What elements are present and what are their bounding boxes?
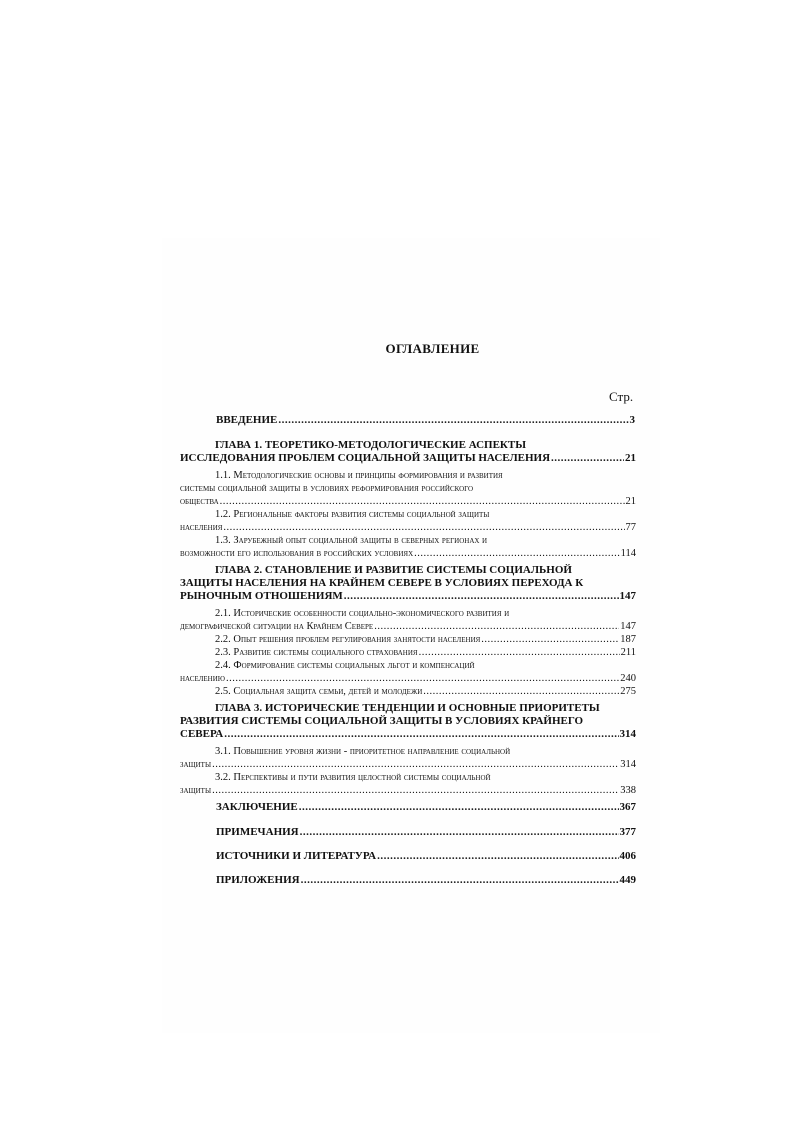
toc-entry-chapter-3: ГЛАВА 3. ИСТОРИЧЕСКИЕ ТЕНДЕНЦИИ И ОСНОВНЫЕ ПРИОРИТЕТЫ РАЗВИТИЯ СИСТЕМЫ СОЦИАЛЬНОЙ ЗАЩИТЫ В УСЛОВИЯХ КРАЙНЕГО СЕВЕРА ..... 314 <box>180 702 636 741</box>
toc-entry-sources: ИСТОЧНИКИ И ЛИТЕРАТУРА ..... 406 <box>216 850 636 863</box>
toc-entry-appendices: ПРИЛОЖЕНИЯ ..... 449 <box>216 874 636 887</box>
toc-entry-2-3: 2.3. Развитие системы социального страхования ..... 211 <box>215 646 636 659</box>
toc-entry-notes: ПРИМЕЧАНИЯ ..... 377 <box>216 826 636 839</box>
toc-entry-1-1: 1.1. Методологические основы и принципы формирования и развития системы социальной защиты в условиях реформирования российского общества ..... 21 <box>180 469 636 508</box>
toc-entry-2-2: 2.2. Опыт решения проблем регулирования занятости населения ..... 187 <box>215 633 636 646</box>
toc-entry-introduction: ВВЕДЕНИЕ ..... 3 <box>216 414 635 427</box>
toc-entry-2-4: 2.4. Формирование системы социальных льгот и компенсаций населению ..... 240 <box>180 659 636 685</box>
toc-entry-chapter-2: ГЛАВА 2. СТАНОВЛЕНИЕ И РАЗВИТИЕ СИСТЕМЫ СОЦИАЛЬНОЙ ЗАЩИТЫ НАСЕЛЕНИЯ НА КРАЙНЕМ СЕВЕРЕ В УСЛОВИЯХ ПЕРЕХОДА К РЫНОЧНЫМ ОТНОШЕНИЯМ ..... 147 <box>180 564 636 603</box>
toc-entry-conclusion: ЗАКЛЮЧЕНИЕ ..... 367 <box>216 801 636 814</box>
toc-entry-1-2: 1.2. Региональные факторы развития системы социальной защиты населения ..... 77 <box>180 508 636 534</box>
toc-entry-3-2: 3.2. Перспективы и пути развития целостной системы социальной защиты ..... 338 <box>180 771 636 797</box>
page-column-label: Стр. <box>609 389 634 404</box>
toc-title: ОГЛАВЛЕНИЕ <box>385 341 480 356</box>
toc-entry-2-1: 2.1. Исторические особенности социально-экономического развития и демографической ситуации на Крайнем Севере ..... 147 <box>180 607 636 633</box>
toc-entry-2-5: 2.5. Социальная защита семьи, детей и молодежи ..... 275 <box>215 685 636 698</box>
toc-entry-chapter-1: ГЛАВА 1. ТЕОРЕТИКО-МЕТОДОЛОГИЧЕСКИЕ АСПЕКТЫ ИССЛЕДОВАНИЯ ПРОБЛЕМ СОЦИАЛЬНОЙ ЗАЩИТЫ НАСЕЛЕНИЯ ..... 21 <box>180 439 636 465</box>
toc-entry-1-3: 1.3. Зарубежный опыт социальной защиты в северных регионах и возможности его использования в российских условиях ..... 114 <box>180 534 636 560</box>
toc-entry-3-1: 3.1. Повышение уровня жизни - приоритетное направление социальной защиты ..... 314 <box>180 745 636 771</box>
